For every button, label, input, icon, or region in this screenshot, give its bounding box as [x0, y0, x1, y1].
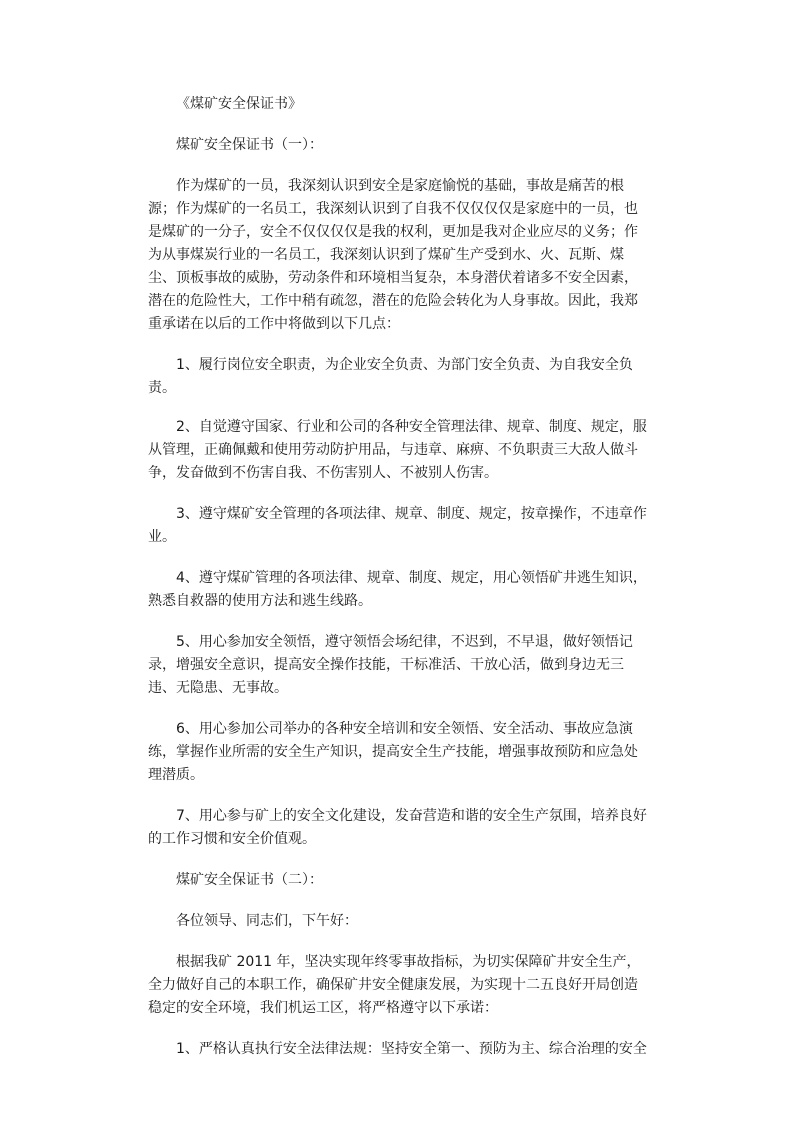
greeting: 各位领导、同志们，下午好：: [176, 913, 358, 929]
pledge-item-6: 6、用心参加公司举办的各种安全培训和安全领悟、安全活动、事故应急演练，掌握作业所需的安全生产知识，提高安全生产技能，增强事故预防和应急处理潜质。: [148, 721, 638, 783]
intro-paragraph: 作为煤矿的一员，我深刻认识到安全是家庭愉悦的基础，事故是痛苦的根源；作为煤矿的一名员工，我深刻认识到了自我不仅仅仅仅是家庭中的一员，也是煤矿的一分子，安全不仅仅仅仅是我的权利，更加是我对企业应尽的义务；作为从事煤炭行业的一名员工，我深刻认识到了煤矿生产受到水、火、瓦斯、煤尘、顶板事故的威胁，劳动条件和环境相当复杂，本身潜伏着诸多不安全因素，潜在的危险性大，工作中稍有疏忽，潜在的危险会转化为人身事故。因此，我郑重承诺在以后的工作中将做到以下几点：: [148, 178, 638, 332]
pledge-item-5: 5、用心参加安全领悟，遵守领悟会场纪律，不迟到，不早退，做好领悟记录，增强安全意识，提高安全操作技能，干标准活、干放心活，做到身边无三违、无隐患、无事故。: [148, 634, 633, 696]
document-title: 《煤矿安全保证书》: [176, 96, 302, 112]
pledge-item-3: 3、遵守煤矿安全管理的各项法律、规章、制度、规定，按章操作，不违章作业。: [148, 506, 647, 545]
pledge-item-7: 7、用心参与矿上的安全文化建设，发奋营造和谐的安全生产氛围，培养良好的工作习惯和安全价值观。: [148, 808, 647, 847]
pledge-two-item-1: 1、严格认真执行安全法律法规：坚持安全第一、预防为主、综合治理的安全: [176, 1041, 647, 1057]
section-heading-one: 煤矿安全保证书（一）：: [176, 137, 323, 153]
pledge-item-1: 1、履行岗位安全职责，为企业安全负责、为部门安全负责、为自我安全负责。: [148, 357, 633, 396]
intro-paragraph-two: 根据我矿 2011 年，坚决实现年终零事故指标，为切实保障矿井安全生产，全力做好自己的本职工作，确保矿井安全健康发展，为实现十二五良好开局创造稳定的安全环境，我们机运工区，将严格遵守以下承诺：: [148, 954, 641, 1016]
pledge-item-2: 2、自觉遵守国家、行业和公司的各种安全管理法律、规章、制度、规定，服从管理，正确佩戴和使用劳动防护用品，与违章、麻痹、不负职责三大敌人做斗争，发奋做到不伤害自我、不伤害别人、不被别人伤害。: [148, 419, 647, 481]
section-heading-two: 煤矿安全保证书（二）：: [176, 872, 323, 888]
pledge-item-4: 4、遵守煤矿管理的各项法律、规章、制度、规定，用心领悟矿井逃生知识，熟悉自救器的使用方法和逃生线路。: [148, 570, 647, 609]
document-body: [148, 93, 648, 1061]
